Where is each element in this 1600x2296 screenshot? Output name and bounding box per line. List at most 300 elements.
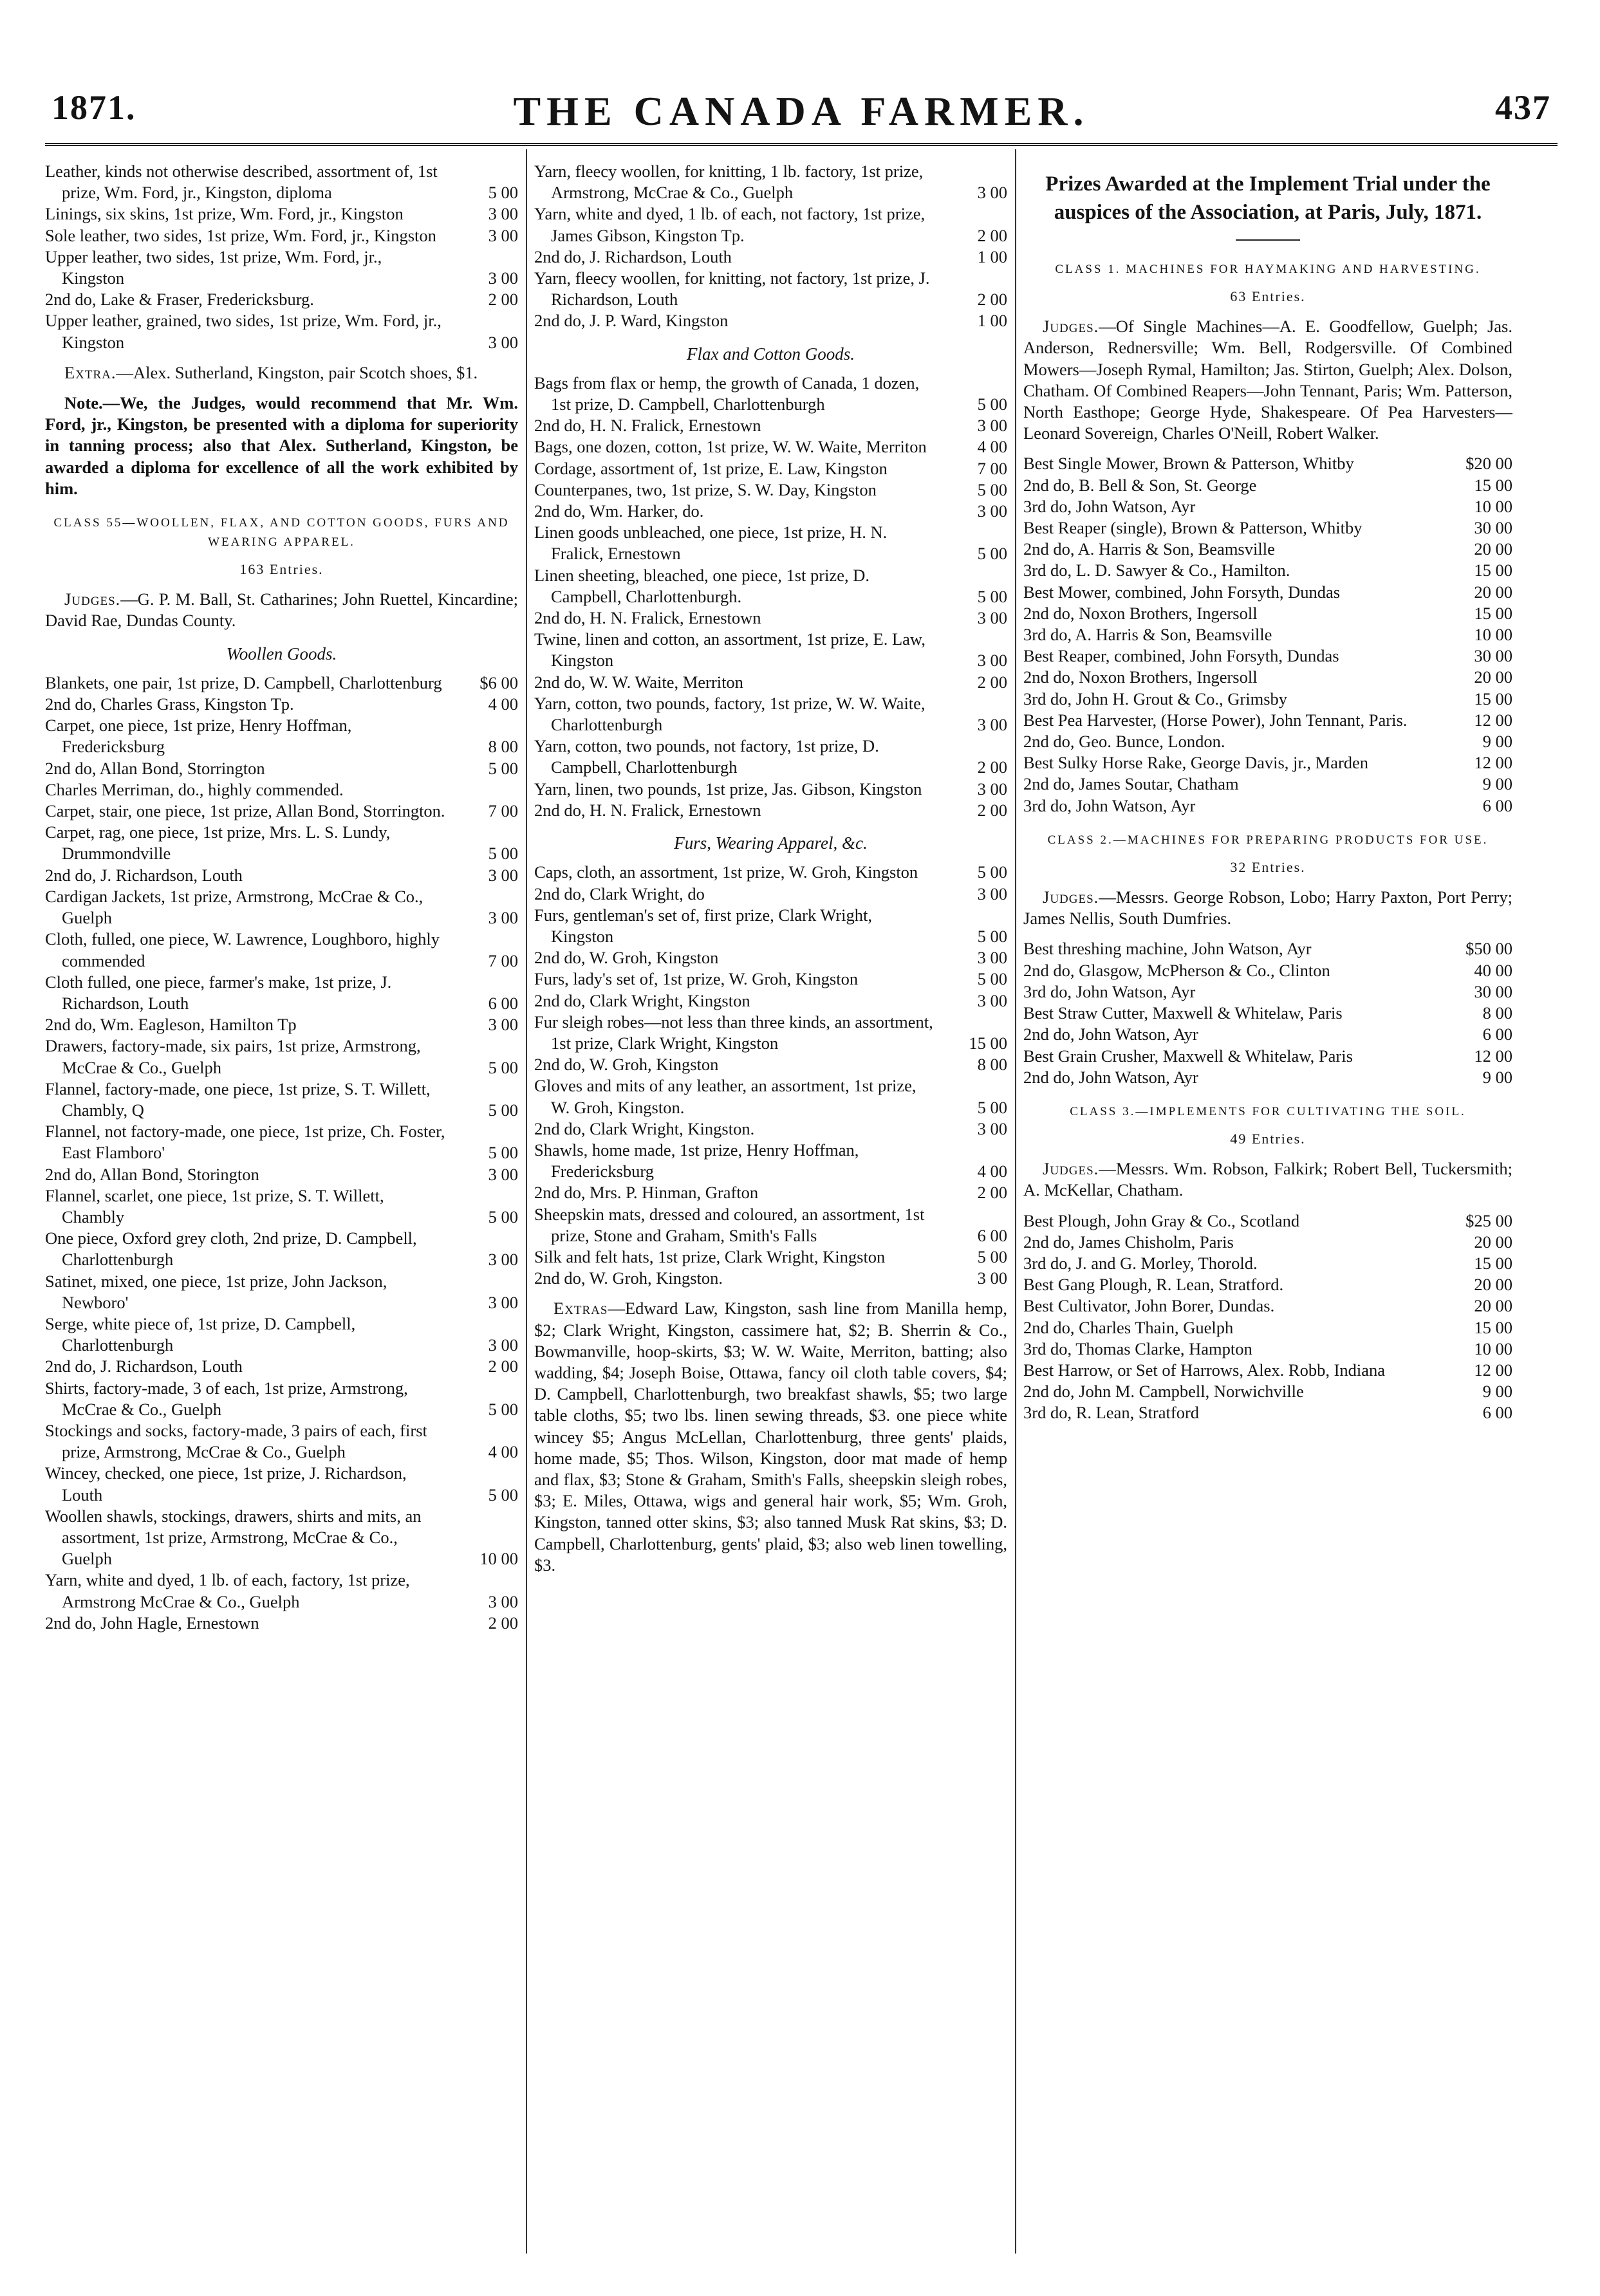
woollen-entries bbox=[45, 672, 518, 1634]
column-3 bbox=[1023, 161, 1512, 2252]
prize-amount: 40 00 bbox=[1474, 960, 1512, 980]
prize-amount: 3 00 bbox=[977, 715, 1007, 735]
extras-paragraph bbox=[534, 1298, 1007, 1576]
prize-amount: 7 00 bbox=[488, 801, 518, 821]
prize-entry-text: Serge, white piece of, 1st prize, D. Campbell, Charlottenburgh bbox=[45, 1313, 356, 1355]
prize-amount: 5 00 bbox=[488, 758, 518, 778]
prize-entry-text: 2nd do, Glasgow, McPherson & Co., Clinton bbox=[1023, 960, 1330, 980]
judges-text: —G. P. M. Ball, St. Catharines; John Ruettel, Kincardine; David Rae, Dundas County. bbox=[45, 589, 518, 631]
prize-entry-text: Cloth fulled, one piece, farmer's make, 1st prize, J. Richardson, Louth bbox=[45, 972, 392, 1013]
prize-amount: 6 00 bbox=[977, 1225, 1007, 1245]
prize-entry-text: Charles Merriman, do., highly commended. bbox=[45, 779, 344, 799]
prize-amount: 4 00 bbox=[977, 437, 1007, 457]
prize-entry-text: 3rd do, L. D. Sawyer & Co., Hamilton. bbox=[1023, 560, 1290, 580]
prize-amount: 4 00 bbox=[488, 694, 518, 714]
prize-amount: 8 00 bbox=[1482, 1003, 1512, 1023]
prize-entry-text: Cordage, assortment of, 1st prize, E. Law, Kingston bbox=[534, 458, 888, 478]
prize-entry bbox=[45, 1613, 518, 1634]
prize-entry-text: 2nd do, Noxon Brothers, Ingersoll bbox=[1023, 603, 1258, 623]
prize-entry-text: 2nd do, John Hagle, Ernestown bbox=[45, 1613, 259, 1633]
class-3-judges-label: Judges. bbox=[1043, 1159, 1099, 1179]
prize-entry-text: Best Straw Cutter, Maxwell & Whitelaw, Paris bbox=[1023, 1003, 1343, 1023]
prize-entry-text: Wincey, checked, one piece, 1st prize, J. Richardson, Louth bbox=[45, 1463, 407, 1504]
prize-amount: $25 00 bbox=[1465, 1210, 1512, 1230]
prize-amount: 15 00 bbox=[1474, 603, 1512, 623]
issue-year: 1871. bbox=[51, 88, 136, 127]
prize-amount: $6 00 bbox=[479, 672, 518, 692]
prize-amount: 30 00 bbox=[1474, 518, 1512, 538]
prize-entry bbox=[534, 373, 1007, 415]
prize-entry-text: 2nd do, J. Richardson, Louth bbox=[45, 1356, 243, 1376]
prize-entry-text: 2nd do, W. W. Waite, Merriton bbox=[534, 672, 743, 692]
class-2-judges-text: —Messrs. George Robson, Lobo; Harry Paxton, Port Perry; James Nellis, South Dumfries. bbox=[1023, 887, 1512, 929]
class-1-entries bbox=[1023, 453, 1512, 816]
prize-entry-text: 2nd do, H. N. Fralick, Ernestown bbox=[534, 800, 761, 820]
prize-entry bbox=[45, 801, 518, 822]
prize-entry-text: Blankets, one pair, 1st prize, D. Campbell, Charlottenburg bbox=[45, 672, 442, 692]
prize-amount: 20 00 bbox=[1474, 582, 1512, 602]
furs-entries bbox=[534, 862, 1007, 1289]
extras-text: —Edward Law, Kingston, sash line from Manilla hemp, $2; Clark Wright, Kingston, cassimere hat, $2; B. Sherrin & Co., Bowmanville, hoop-skirts, $3; W. W. Waite, Merriton, batting; also wadding, $4; Joseph Boise, Ottawa, fancy oil cloth table covers, $4; D. Campbell, Charlottenburgh, two breakfast shawls, $5; two large table cloths, $5; two lbs. linen sewing threads, $3. one piece white wincey $5; Angus McLellan, Charlottenburg, three gents' plaids, home made, $5; Thos. Wilson, Kingston, door mat made of hemp and flax, $3; Stone & Graham, Smith's Falls, sheepskin sleigh robes, $3; E. Miles, Ottawa, wigs and general hair work, $5; Wm. Groh, Kingston, tanned otter skins, $3; also tanned Musk Rat skins, $3; D. Campbell, Charlottenburg, gents' plaid, $3; also web linen towelling, $3. bbox=[534, 1299, 1007, 1575]
prize-entry-text: 2nd do, J. Richardson, Louth bbox=[45, 865, 243, 885]
prize-amount: 20 00 bbox=[1474, 1296, 1512, 1316]
prize-entry-text: 2nd do, Allan Bond, Storington bbox=[45, 1164, 259, 1184]
prize-entry bbox=[1023, 795, 1512, 817]
prize-entry-text: Sheepskin mats, dressed and coloured, an assortment, 1st prize, Stone and Graham, Smith's Falls bbox=[534, 1204, 925, 1245]
prize-entry-text: Best threshing machine, John Watson, Ayr bbox=[1023, 939, 1312, 959]
class-55-judges bbox=[45, 589, 518, 631]
prize-amount: 12 00 bbox=[1474, 1360, 1512, 1380]
prize-entry-text: One piece, Oxford grey cloth, 2nd prize, D. Campbell, Charlottenburgh bbox=[45, 1228, 417, 1270]
prize-entry-text: Drawers, factory-made, six pairs, 1st prize, Armstrong, McCrae & Co., Guelph bbox=[45, 1036, 421, 1077]
prize-entry-text: Best Sulky Horse Rake, George Davis, jr., Marden bbox=[1023, 753, 1369, 773]
prize-entry bbox=[534, 1246, 1007, 1268]
prize-amount: 2 00 bbox=[488, 290, 518, 310]
prize-entry bbox=[45, 1228, 518, 1270]
prize-entry-text: 3rd do, R. Lean, Stratford bbox=[1023, 1403, 1200, 1423]
prize-amount: 2 00 bbox=[488, 1613, 518, 1633]
prize-amount: 15 00 bbox=[1474, 689, 1512, 708]
flax-cotton-subhead: Flax and Cotton Goods. bbox=[687, 344, 855, 364]
prize-entry bbox=[534, 672, 1007, 693]
prize-amount: $50 00 bbox=[1465, 939, 1512, 959]
prize-entry bbox=[1023, 981, 1512, 1003]
prize-entry bbox=[534, 310, 1007, 331]
prize-amount: 5 00 bbox=[488, 183, 518, 203]
class-2-judges-label: Judges. bbox=[1043, 887, 1099, 907]
prize-amount: 3 00 bbox=[488, 1292, 518, 1312]
prize-amount: 3 00 bbox=[488, 1164, 518, 1184]
class-3-judges bbox=[1023, 1158, 1512, 1201]
prize-entry bbox=[534, 458, 1007, 479]
prize-amount: 5 00 bbox=[977, 969, 1007, 989]
prize-amount: 3 00 bbox=[977, 651, 1007, 671]
prize-entry-text: 2nd do, J. Richardson, Louth bbox=[534, 246, 732, 266]
prize-entry-text: 2nd do, Noxon Brothers, Ingersoll bbox=[1023, 667, 1258, 687]
prize-entry-text: Twine, linen and cotton, an assortment, 1st prize, E. Law, Kingston bbox=[534, 629, 926, 671]
prize-entry bbox=[45, 1463, 518, 1505]
prize-amount: 9 00 bbox=[1482, 732, 1512, 752]
prize-entry-text: Cloth, fulled, one piece, W. Lawrence, Loughboro, highly commended bbox=[45, 929, 440, 970]
prize-entry-text: Flannel, factory-made, one piece, 1st prize, S. T. Willett, Chambly, Q bbox=[45, 1079, 431, 1120]
prize-entry-text: Fur sleigh robes—not less than three kinds, an assortment, 1st prize, Clark Wright, Kingston bbox=[534, 1012, 933, 1053]
yarn-entries bbox=[534, 161, 1007, 332]
prize-amount: 5 00 bbox=[977, 479, 1007, 499]
prize-amount: 5 00 bbox=[488, 1100, 518, 1120]
prize-entry bbox=[45, 289, 518, 310]
class-1-judges-label: Judges. bbox=[1043, 317, 1099, 337]
prize-entry bbox=[1023, 1274, 1512, 1295]
prize-amount: 3 00 bbox=[977, 1118, 1007, 1138]
prize-entry-text: 3rd do, Thomas Clarke, Hampton bbox=[1023, 1338, 1252, 1358]
prize-amount: 7 00 bbox=[488, 950, 518, 970]
prize-entry-text: 2nd do, H. N. Fralick, Ernestown bbox=[534, 608, 761, 628]
prize-entry bbox=[534, 968, 1007, 990]
prize-entry bbox=[45, 1569, 518, 1612]
prize-entry bbox=[534, 629, 1007, 671]
prize-entry-text: Caps, cloth, an assortment, 1st prize, W. Groh, Kingston bbox=[534, 862, 918, 882]
prize-entry-text: Linen sheeting, bleached, one piece, 1st prize, D. Campbell, Charlottenburgh. bbox=[534, 565, 870, 606]
prize-amount: 2 00 bbox=[977, 672, 1007, 692]
prize-amount: 5 00 bbox=[977, 394, 1007, 414]
prize-entry-text: 2nd do, W. Groh, Kingston. bbox=[534, 1268, 723, 1288]
prize-entry-text: Yarn, cotton, two pounds, not factory, 1st prize, D. Campbell, Charlottenburgh bbox=[534, 736, 879, 777]
prize-entry bbox=[534, 565, 1007, 607]
prize-entry-text: Furs, gentleman's set of, first prize, Clark Wright, Kingston bbox=[534, 905, 873, 946]
class-2-judges bbox=[1023, 887, 1512, 929]
prize-entry-text: Carpet, rag, one piece, 1st prize, Mrs. L. S. Lundy, Drummondville bbox=[45, 822, 391, 864]
prize-entry bbox=[534, 246, 1007, 268]
prize-entry bbox=[1023, 1317, 1512, 1338]
prize-entry-text: 2nd do, B. Bell & Son, St. George bbox=[1023, 475, 1257, 495]
prize-entry bbox=[45, 161, 518, 203]
prize-entry-text: 2nd do, Lake & Fraser, Fredericksburg. bbox=[45, 290, 314, 310]
prize-amount: 15 00 bbox=[1474, 1253, 1512, 1273]
prize-amount: 3 00 bbox=[977, 608, 1007, 628]
prize-entry bbox=[534, 522, 1007, 564]
prize-entry bbox=[1023, 752, 1512, 773]
prize-entry-text: Linings, six skins, 1st prize, Wm. Ford, jr., Kingston bbox=[45, 204, 404, 224]
masthead-title: THE CANADA FARMER. bbox=[513, 88, 1090, 134]
prize-entry bbox=[534, 501, 1007, 522]
prize-amount: 3 00 bbox=[977, 416, 1007, 436]
prize-amount: 3 00 bbox=[977, 884, 1007, 903]
prize-entry-text: Flannel, not factory-made, one piece, 1st prize, Ch. Foster, East Flamboro' bbox=[45, 1122, 445, 1163]
prize-entry bbox=[1023, 624, 1512, 645]
prize-entry-text: Satinet, mixed, one piece, 1st prize, John Jackson, Newboro' bbox=[45, 1271, 387, 1312]
prize-entry bbox=[534, 607, 1007, 629]
prize-entry bbox=[45, 246, 518, 289]
prize-entry-text: Best Pea Harvester, (Horse Power), John Tennant, Paris. bbox=[1023, 710, 1408, 730]
prize-entry bbox=[45, 972, 518, 1014]
prize-amount: 1 00 bbox=[977, 311, 1007, 331]
prize-entry-text: 2nd do, W. Groh, Kingston bbox=[534, 948, 719, 968]
prize-entry-text: 2nd do, A. Harris & Son, Beamsville bbox=[1023, 539, 1275, 559]
note-text: —We, the Judges, would recommend that Mr. Wm. Ford, jr., Kingston, be presented with a diploma for superiority in tanning process; also that Alex. Sutherland, Kingston, be awarded a diploma for excellence of all the work exhibited by him. bbox=[45, 393, 518, 498]
prize-entry-text: 2nd do, Clark Wright, Kingston. bbox=[534, 1118, 755, 1138]
prize-entry-text: Flannel, scarlet, one piece, 1st prize, S. T. Willett, Chambly bbox=[45, 1185, 384, 1227]
prize-entry-text: Shawls, home made, 1st prize, Henry Hoffman, Fredericksburg bbox=[534, 1140, 859, 1181]
prize-amount: 5 00 bbox=[488, 844, 518, 864]
prize-entry bbox=[1023, 773, 1512, 795]
prize-entry bbox=[1023, 539, 1512, 560]
prize-amount: 5 00 bbox=[977, 1097, 1007, 1117]
prize-entry bbox=[1023, 960, 1512, 981]
prize-entry-text: 2nd do, Clark Wright, do bbox=[534, 884, 705, 903]
prize-entry bbox=[1023, 1381, 1512, 1402]
prize-amount: $20 00 bbox=[1465, 454, 1512, 474]
prize-amount: 3 00 bbox=[977, 183, 1007, 203]
prize-entry-text: Linen goods unbleached, one piece, 1st prize, H. N. Fralick, Ernestown bbox=[534, 523, 888, 564]
prize-amount: 8 00 bbox=[488, 737, 518, 757]
prize-entry-text: Shirts, factory-made, 3 of each, 1st prize, Armstrong, McCrae & Co., Guelph bbox=[45, 1378, 408, 1419]
class-3-heading: CLASS 3.—IMPLEMENTS FOR CULTIVATING THE SOIL. bbox=[1070, 1104, 1466, 1118]
column-divider-1 bbox=[526, 149, 527, 2254]
prize-entry bbox=[534, 161, 1007, 203]
prize-amount: 3 00 bbox=[488, 268, 518, 288]
prize-entry-text: Best Gang Plough, R. Lean, Stratford. bbox=[1023, 1275, 1284, 1295]
prize-amount: 3 00 bbox=[488, 332, 518, 352]
prize-entry-text: Cardigan Jackets, 1st prize, Armstrong, McCrae & Co., Guelph bbox=[45, 886, 423, 928]
prize-amount: 30 00 bbox=[1474, 981, 1512, 1001]
prize-entry-text: Counterpanes, two, 1st prize, S. W. Day, Kingston bbox=[534, 479, 877, 499]
prize-amount: 3 00 bbox=[488, 1015, 518, 1035]
prize-entry bbox=[534, 1054, 1007, 1075]
prize-amount: 20 00 bbox=[1474, 667, 1512, 687]
prize-entry-text: 2nd do, H. N. Fralick, Ernestown bbox=[534, 416, 761, 436]
class-2-heading: CLASS 2.—MACHINES FOR PREPARING PRODUCTS FOR USE. bbox=[1047, 833, 1489, 847]
class-3-entries-count: 49 Entries. bbox=[1230, 1130, 1306, 1147]
prize-entry bbox=[45, 1164, 518, 1185]
class-55-heading: CLASS 55—WOOLLEN, FLAX, AND COTTON GOODS, FURS AND WEARING APPAREL. bbox=[53, 516, 510, 550]
prize-entry-text: Best Single Mower, Brown & Patterson, Whitby bbox=[1023, 454, 1354, 474]
prize-entry-text: 3rd do, John Watson, Ayr bbox=[1023, 795, 1196, 815]
prize-entry bbox=[534, 990, 1007, 1012]
prize-entry-text: 2nd do, W. Groh, Kingston bbox=[534, 1055, 719, 1075]
prize-amount: 5 00 bbox=[977, 926, 1007, 946]
prize-entry bbox=[534, 1204, 1007, 1246]
prize-amount: 2 00 bbox=[977, 225, 1007, 245]
prize-entry-text: Best Cultivator, John Borer, Dundas. bbox=[1023, 1296, 1275, 1316]
prize-entry bbox=[1023, 603, 1512, 624]
prize-entry bbox=[45, 1079, 518, 1121]
prize-amount: 10 00 bbox=[479, 1549, 518, 1569]
prize-entry bbox=[1023, 1067, 1512, 1088]
prize-entry bbox=[534, 1140, 1007, 1182]
prize-entry bbox=[45, 886, 518, 929]
prize-entry bbox=[1023, 1003, 1512, 1024]
prize-entry-text: Yarn, white and dyed, 1 lb. of each, not factory, 1st prize, James Gibson, Kingston Tp. bbox=[534, 204, 926, 245]
prize-amount: 2 00 bbox=[977, 1183, 1007, 1203]
prize-entry bbox=[1023, 453, 1512, 474]
prize-entry bbox=[1023, 582, 1512, 603]
prize-amount: 1 00 bbox=[977, 246, 1007, 266]
prize-entry bbox=[45, 1271, 518, 1313]
prize-entry-text: 2nd do, Allan Bond, Storrington bbox=[45, 758, 265, 778]
prize-amount: 7 00 bbox=[977, 458, 1007, 478]
prize-entry bbox=[534, 268, 1007, 310]
prize-entry-text: 2nd do, Clark Wright, Kingston bbox=[534, 990, 750, 1010]
prize-entry-text: Silk and felt hats, 1st prize, Clark Wright, Kingston bbox=[534, 1246, 886, 1266]
class-2-entries-count: 32 Entries. bbox=[1230, 858, 1306, 875]
prize-entry bbox=[1023, 1295, 1512, 1317]
prize-amount: 12 00 bbox=[1474, 710, 1512, 730]
note-label: Note. bbox=[64, 393, 103, 413]
prize-entry bbox=[534, 1118, 1007, 1140]
class-1-entries-count: 63 Entries. bbox=[1230, 288, 1306, 304]
prize-entry-text: Stockings and socks, factory-made, 3 pairs of each, first prize, Armstrong, McCrae & Co., Guelph bbox=[45, 1420, 427, 1462]
prize-entry bbox=[1023, 560, 1512, 581]
prize-entry bbox=[45, 1420, 518, 1463]
class-1-judges-text: —Of Single Machines—A. E. Goodfellow, Guelph; Jas. Anderson, Rednersville; Wm. Bell, Rodgersville. Of Combined Mowers—Joseph Rymal, Hamilton; Jas. Stirton, Guelph; Alex. Dolson, Chatham. Of Combined Reapers—John Tennant, Paris; Wm. Patterson, North Easthope; George Hyde, Shakespeare. Of Pea Harvesters—Leonard Sovereign, Charles O'Neill, Robert Walker. bbox=[1023, 317, 1512, 443]
prize-entry bbox=[1023, 496, 1512, 517]
prize-entry-text: 3rd do, A. Harris & Son, Beamsville bbox=[1023, 625, 1272, 645]
prize-entry bbox=[45, 694, 518, 715]
prize-amount: 5 00 bbox=[488, 1399, 518, 1419]
prize-entry-text: Yarn, fleecy woollen, for knitting, 1 lb. factory, 1st prize, Armstrong, McCrae & Co., Guelph bbox=[534, 162, 924, 203]
prize-entry bbox=[45, 203, 518, 225]
column-divider-2 bbox=[1015, 149, 1016, 2254]
prize-amount: 3 00 bbox=[977, 779, 1007, 799]
prize-entry bbox=[45, 1506, 518, 1570]
prize-entry-text: 2nd do, Charles Grass, Kingston Tp. bbox=[45, 694, 294, 714]
prize-entry bbox=[1023, 1402, 1512, 1423]
prize-entry bbox=[1023, 938, 1512, 959]
prize-entry bbox=[1023, 710, 1512, 731]
prize-amount: 10 00 bbox=[1474, 1338, 1512, 1358]
prize-amount: 20 00 bbox=[1474, 1275, 1512, 1295]
prize-entry bbox=[534, 203, 1007, 246]
prize-entry bbox=[45, 758, 518, 779]
prize-amount: 2 00 bbox=[488, 1356, 518, 1376]
prize-amount: 6 00 bbox=[1482, 1403, 1512, 1423]
prize-entry-text: Yarn, fleecy woollen, for knitting, not factory, 1st prize, J. Richardson, Louth bbox=[534, 268, 930, 310]
prize-entry-text: 2nd do, Geo. Bunce, London. bbox=[1023, 732, 1225, 752]
prize-entry-text: 3rd do, J. and G. Morley, Thorold. bbox=[1023, 1253, 1258, 1273]
prize-entry bbox=[45, 929, 518, 971]
prize-entry bbox=[1023, 1024, 1512, 1045]
prize-entry bbox=[534, 415, 1007, 436]
prize-entry-text: 2nd do, Mrs. P. Hinman, Grafton bbox=[534, 1183, 759, 1203]
prize-amount: 10 00 bbox=[1474, 496, 1512, 516]
prize-amount: 8 00 bbox=[977, 1055, 1007, 1075]
title-rule bbox=[1236, 239, 1300, 241]
prize-amount: 9 00 bbox=[1482, 774, 1512, 794]
prize-entry-text: Carpet, one piece, 1st prize, Henry Hoffman, Fredericksburg bbox=[45, 716, 352, 757]
prize-entry bbox=[1023, 667, 1512, 688]
prize-amount: 30 00 bbox=[1474, 646, 1512, 666]
prize-entry-text: 2nd do, John Watson, Ayr bbox=[1023, 1067, 1198, 1087]
prize-amount: 5 00 bbox=[488, 1143, 518, 1163]
prize-amount: 9 00 bbox=[1482, 1067, 1512, 1087]
prize-entry-text: 3rd do, John H. Grout & Co., Grimsby bbox=[1023, 689, 1288, 708]
prize-entry bbox=[45, 1378, 518, 1420]
prize-amount: 6 00 bbox=[488, 993, 518, 1013]
prize-entry bbox=[534, 1075, 1007, 1118]
prize-amount: 3 00 bbox=[488, 1335, 518, 1355]
extra-label: Extra. bbox=[64, 362, 116, 382]
prize-entry-text: Yarn, linen, two pounds, 1st prize, Jas. Gibson, Kingston bbox=[534, 779, 922, 799]
prize-amount: 2 00 bbox=[977, 290, 1007, 310]
prize-entry-text: Best Plough, John Gray & Co., Scotland bbox=[1023, 1210, 1300, 1230]
prize-entry bbox=[534, 1012, 1007, 1054]
class-3-entries bbox=[1023, 1210, 1512, 1424]
prize-entry-text: Furs, lady's set of, 1st prize, W. Groh, Kingston bbox=[534, 969, 859, 989]
prize-entry-text: Carpet, stair, one piece, 1st prize, Allan Bond, Storrington. bbox=[45, 801, 445, 821]
note-paragraph bbox=[45, 393, 518, 499]
prize-entry-text: 2nd do, John M. Campbell, Norwichville bbox=[1023, 1382, 1304, 1402]
prize-entry bbox=[45, 1014, 518, 1035]
prize-amount: 5 00 bbox=[977, 586, 1007, 606]
prize-amount: 3 00 bbox=[488, 225, 518, 245]
prize-entry-text: Best Harrow, or Set of Harrows, Alex. Robb, Indiana bbox=[1023, 1360, 1386, 1380]
prize-amount: 3 00 bbox=[488, 1591, 518, 1611]
prize-amount: 15 00 bbox=[1474, 560, 1512, 580]
prize-entry bbox=[1023, 1253, 1512, 1274]
column-2 bbox=[534, 161, 1007, 2252]
prize-entry bbox=[534, 479, 1007, 501]
prize-entry-text: Yarn, cotton, two pounds, factory, 1st prize, W. W. Waite, Charlottenburgh bbox=[534, 693, 926, 735]
prize-amount: 2 00 bbox=[977, 800, 1007, 820]
prize-entry bbox=[45, 865, 518, 886]
prize-amount: 15 00 bbox=[1474, 475, 1512, 495]
woollen-goods-subhead: Woollen Goods. bbox=[226, 643, 337, 663]
prize-entry bbox=[534, 436, 1007, 458]
prize-entry bbox=[534, 884, 1007, 905]
prize-entry bbox=[45, 1356, 518, 1377]
prize-entry-text: Upper leather, grained, two sides, 1st prize, Wm. Ford, jr., Kingston bbox=[45, 311, 442, 352]
prize-entry-text: Woollen shawls, stockings, drawers, shirts and mits, an assortment, 1st prize, Armstrong, McCrae & Co., Guelph bbox=[45, 1506, 422, 1569]
prize-entry-text: Best Reaper, combined, John Forsyth, Dundas bbox=[1023, 646, 1339, 666]
prize-entry-text: 2nd do, James Soutar, Chatham bbox=[1023, 774, 1239, 794]
class-3-judges-text: —Messrs. Wm. Robson, Falkirk; Robert Bell, Tuckersmith; A. McKellar, Chatham. bbox=[1023, 1159, 1512, 1200]
extras-label: Extras bbox=[553, 1299, 608, 1319]
prize-amount: 15 00 bbox=[969, 1033, 1007, 1053]
prize-amount: 5 00 bbox=[488, 1057, 518, 1077]
furs-apparel-subhead: Furs, Wearing Apparel, &c. bbox=[674, 833, 868, 853]
prize-amount: 5 00 bbox=[977, 1246, 1007, 1266]
prize-amount: 3 00 bbox=[977, 990, 1007, 1010]
flax-cotton-entries bbox=[534, 373, 1007, 821]
prize-entry-text: 2nd do, Charles Thain, Guelph bbox=[1023, 1317, 1234, 1337]
prize-entry bbox=[534, 862, 1007, 883]
prize-entry bbox=[45, 225, 518, 246]
prize-entry-text: 2nd do, Wm. Harker, do. bbox=[534, 501, 704, 521]
prize-amount: 6 00 bbox=[1482, 795, 1512, 815]
prize-entry bbox=[45, 1313, 518, 1356]
prize-amount: 3 00 bbox=[488, 865, 518, 885]
prize-entry bbox=[1023, 645, 1512, 667]
prize-entry bbox=[45, 1185, 518, 1228]
prize-entry-text: Bags from flax or hemp, the growth of Canada, 1 dozen, 1st prize, D. Campbell, Charlottenburgh bbox=[534, 373, 920, 414]
prize-entry-text: 3rd do, John Watson, Ayr bbox=[1023, 496, 1196, 516]
prize-entry bbox=[45, 1121, 518, 1163]
prize-entry bbox=[1023, 1046, 1512, 1067]
prize-entry bbox=[1023, 1210, 1512, 1232]
prize-entry bbox=[45, 310, 518, 353]
prize-entry bbox=[534, 779, 1007, 800]
prize-entry bbox=[534, 905, 1007, 947]
column-1 bbox=[45, 161, 518, 2252]
class-2-entries bbox=[1023, 938, 1512, 1088]
header-rule bbox=[45, 143, 1558, 146]
prize-entry bbox=[45, 779, 518, 801]
class-1-judges bbox=[1023, 316, 1512, 444]
prize-entry-text: Gloves and mits of any leather, an assortment, 1st prize, W. Groh, Kingston. bbox=[534, 1076, 916, 1117]
class-55-entries-count: 163 Entries. bbox=[239, 561, 324, 578]
prize-entry-text: Yarn, white and dyed, 1 lb. of each, factory, 1st prize, Armstrong McCrae & Co., Guelph bbox=[45, 1570, 410, 1611]
prize-amount: 3 00 bbox=[488, 204, 518, 224]
